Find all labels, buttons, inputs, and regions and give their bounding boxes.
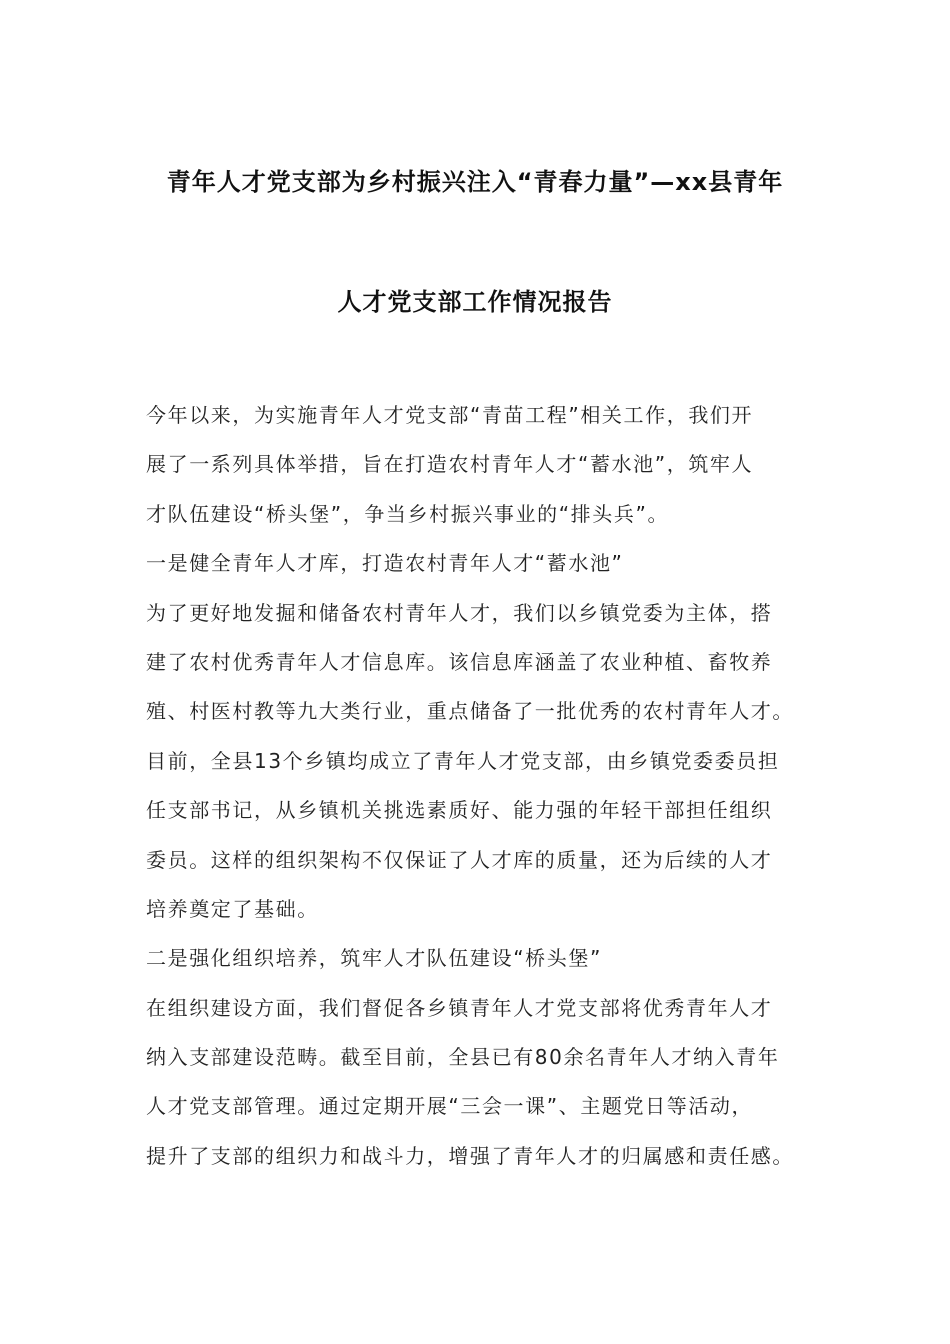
body-line: 培养奠定了基础。 xyxy=(146,896,319,921)
body-line: 建了农村优秀青年人才信息库。该信息库涵盖了农业种植、畜牧养 xyxy=(146,649,773,674)
body-line: 任支部书记，从乡镇机关挑选素质好、能力强的年轻干部担任组织 xyxy=(146,798,773,823)
section-heading-2: 二是强化组织培养，筑牢人才队伍建设“桥头堡” xyxy=(146,946,602,971)
body-line: 殖、村医村教等九大类行业，重点储备了一批优秀的农村青年人才。 xyxy=(146,699,794,724)
body-line: 纳入支部建设范畴。截至目前，全县已有80余名青年人才纳入青年 xyxy=(146,1045,780,1070)
body-line: 在组织建设方面，我们督促各乡镇青年人才党支部将优秀青年人才 xyxy=(146,995,773,1020)
body-line: 今年以来，为实施青年人才党支部“青苗工程”相关工作，我们开 xyxy=(146,403,754,427)
body-line: 展了一系列具体举措，旨在打造农村青年人才“蓄水池”，筑牢人 xyxy=(146,452,754,477)
document-title-line-2: 人才党支部工作情况报告 xyxy=(337,288,613,316)
body-line: 委员。这样的组织架构不仅保证了人才库的质量，还为后续的人才 xyxy=(146,847,773,872)
section-heading-1: 一是健全青年人才库，打造农村青年人才“蓄水池” xyxy=(146,551,624,576)
body-line: 为了更好地发掘和储备农村青年人才，我们以乡镇党委为主体，搭 xyxy=(146,600,773,625)
body-line: 目前，全县13个乡镇均成立了青年人才党支部，由乡镇党委委员担 xyxy=(146,748,780,773)
document-body xyxy=(146,398,836,1188)
body-line: 人才党支部管理。通过定期开展“三会一课”、主题党日等活动， xyxy=(146,1094,754,1119)
body-line: 才队伍建设“桥头堡”，争当乡村振兴事业的“排头兵”。 xyxy=(146,501,670,526)
document-title-line-1: 青年人才党支部为乡村振兴注入“青春力量”—xx县青年 xyxy=(166,168,784,196)
body-line: 提升了支部的组织力和战斗力，增强了青年人才的归属感和责任感。 xyxy=(146,1143,794,1168)
